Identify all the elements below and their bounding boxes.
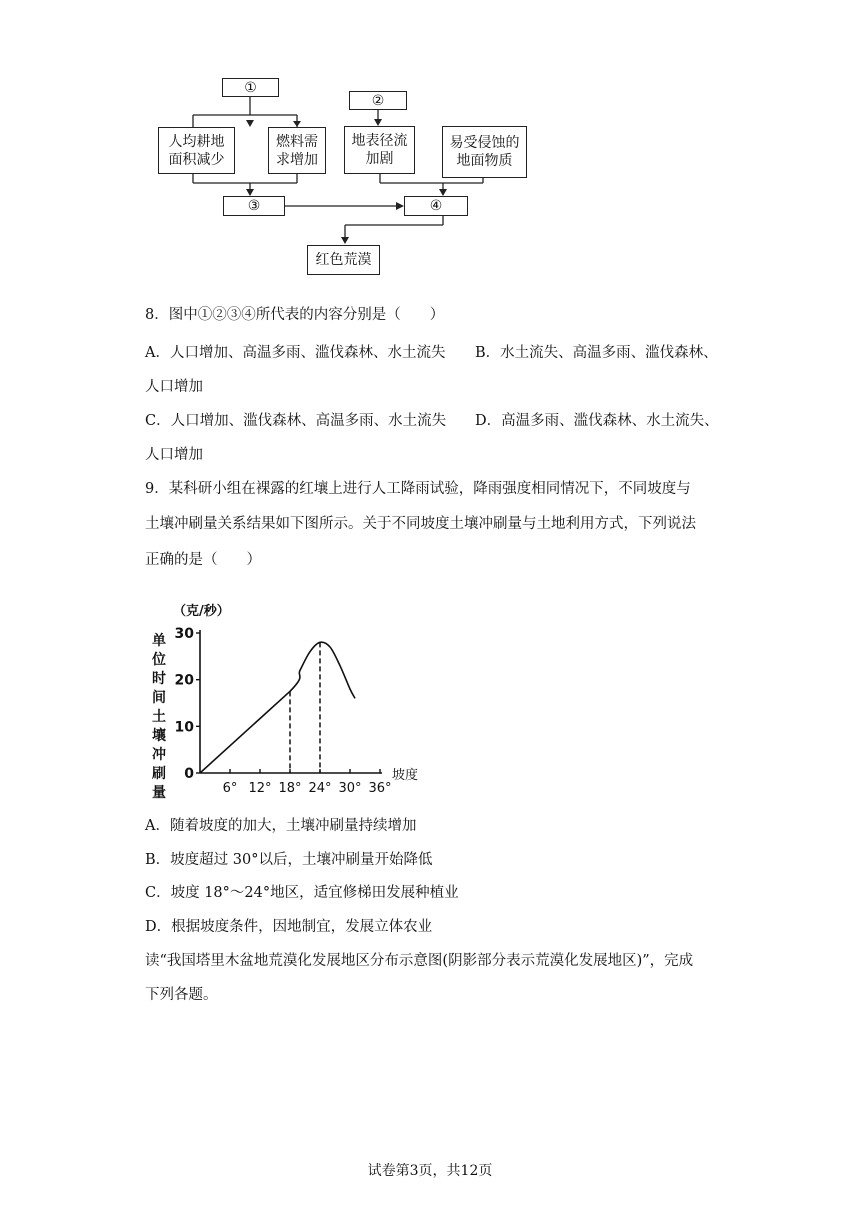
node-2-label: ② [371,92,385,109]
flow-box-erodible [442,126,527,178]
fuel-line-2: 求增加 [276,151,318,168]
ylabel-char: 位 [152,652,166,668]
x-tick-label: 30° [338,781,362,796]
series-line [200,642,355,773]
x-tick-label: 6° [222,781,238,796]
q9-option-b: B．坡度超过 30°以后，土壤冲刷量开始降低 [145,852,433,868]
node-3-label: ③ [247,198,261,214]
runoff-line-2: 加剧 [365,151,394,167]
ylabel-char: 土 [152,709,166,725]
flow-box-runoff [344,126,415,174]
erodible-line-2: 地面物质 [456,153,513,169]
node-4-label: ④ [429,198,443,214]
q8-option-a: A．人口增加、高温多雨、滥伐森林、水土流失 [145,345,446,361]
q9-stem-line-1: 9．某科研小组在裸露的红壤上进行人工降雨试验，降雨强度相同情况下，不同坡度与 [145,481,691,497]
q8-stem: 8．图中①②③④所代表的内容分别是（ ） [145,307,445,323]
runoff-line-1: 地表径流 [351,133,408,149]
flow-node-4 [404,196,468,216]
ylabel-char: 刷 [152,766,166,782]
q8-option-c: C．人口增加、滥伐森林、高温多雨、水土流失 [145,413,447,429]
flow-node-1 [222,78,279,97]
x-tick-label: 12° [248,781,272,796]
x-tick-label: 24° [308,781,332,796]
chart-unit-label: （克/秒） [173,604,230,619]
q9-option-a: A．随着坡度的加大，土壤冲刷量持续增加 [145,818,417,834]
chart-ylabel [151,632,166,800]
erodible-line-1: 易受侵蚀的 [449,135,520,151]
fuel-line-1: 燃料需 [276,133,318,150]
x-tick-label: 36° [368,781,392,796]
ylabel-char: 冲 [152,747,166,763]
q8-option-d-cont: 人口增加 [145,447,203,463]
node-1-label: ① [244,79,257,96]
q8-option-d: D．高温多雨、滥伐森林、水土流失、 [475,413,719,429]
flowchart [0,0,860,300]
q9-stem-line-3: 正确的是（ ） [145,552,261,568]
y-tick-label: 20 [174,672,194,689]
y-tick-label: 10 [174,719,194,736]
intro-line-1: 读“我国塔里木盆地荒漠化发展地区分布示意图(阴影部分表示荒漠化发展地区)”，完成 [145,953,694,969]
farmland-line-1: 人均耕地 [168,133,225,150]
flowchart-connectors [0,0,860,300]
chart-xlabel: 坡度 [392,768,419,783]
q9-option-d: D．根据坡度条件，因地制宜，发展立体农业 [145,919,433,935]
ylabel-char: 壤 [152,728,166,744]
q8-option-b-cont: 人口增加 [145,379,203,395]
flow-box-result [307,245,380,275]
q9-stem-line-2: 土壤冲刷量关系结果如下图所示。关于不同坡度土壤冲刷量与土地利用方式，下列说法 [145,516,696,532]
y-tick-label: 0 [184,766,194,782]
flow-box-fuel [268,127,326,174]
ylabel-char: 时 [152,671,166,687]
result-label: 红色荒漠 [315,252,372,268]
page-footer: 试卷第3页，共12页 [367,1163,493,1179]
y-tick-label: 30 [174,626,194,642]
q8-option-b: B．水土流失、高温多雨、滥伐森林、 [475,345,718,361]
farmland-line-2: 面积减少 [168,151,225,168]
intro-line-2: 下列各题。 [145,987,218,1003]
slope-erosion-chart [140,600,440,800]
flow-box-farmland [158,127,235,174]
ylabel-char: 间 [152,690,166,706]
x-tick-label: 18° [278,781,302,796]
ylabel-char: 单 [152,633,166,649]
ylabel-char: 量 [152,785,166,800]
flow-node-3 [223,196,285,216]
q9-option-c: C．坡度 18°～24°地区，适宜修梯田发展种植业 [145,885,459,901]
flow-node-2 [349,91,407,110]
